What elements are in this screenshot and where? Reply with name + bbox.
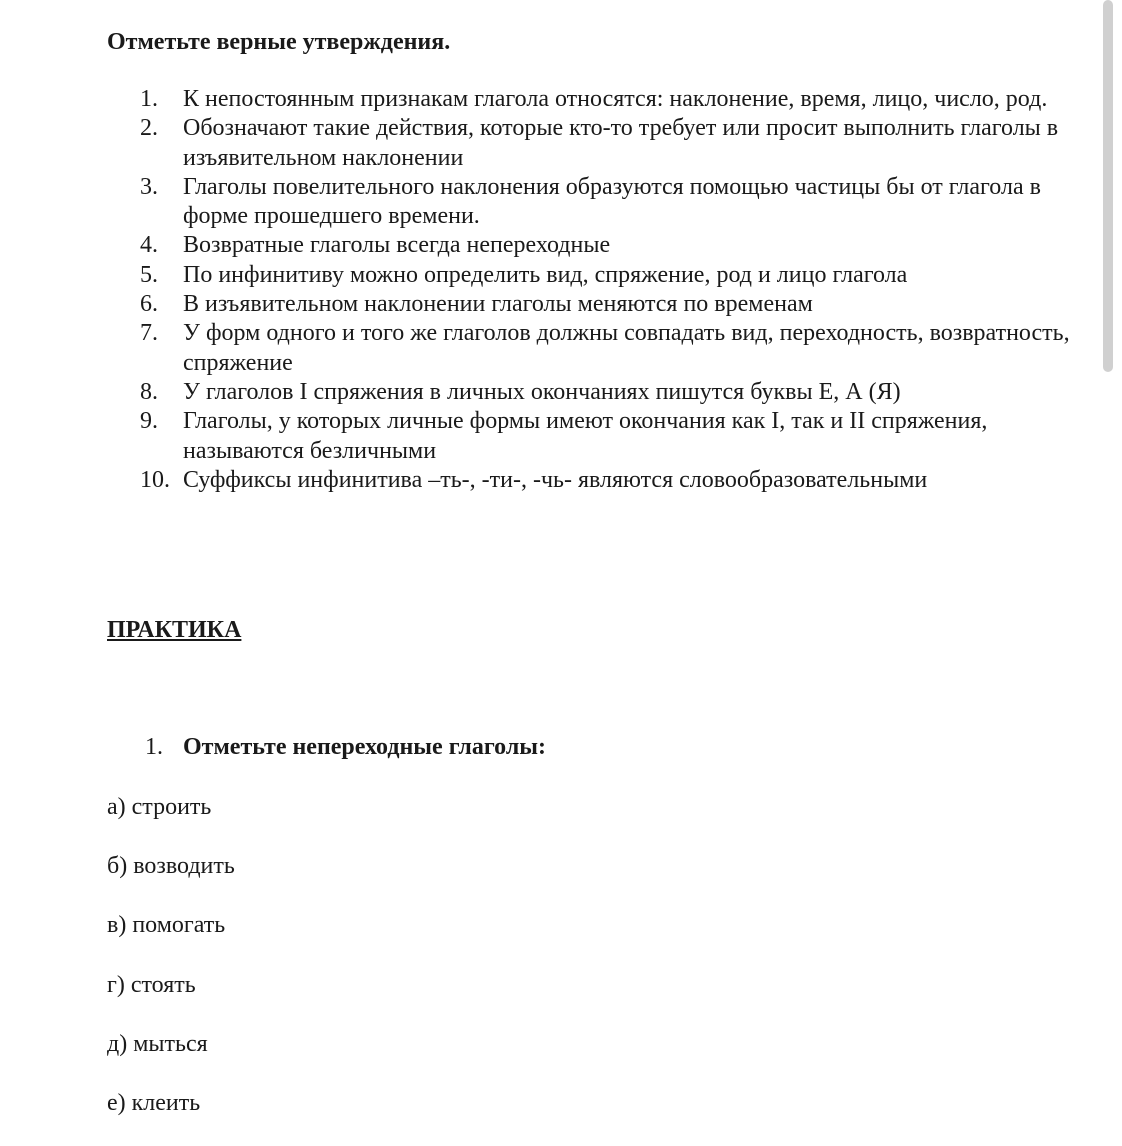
vertical-scrollbar[interactable] xyxy=(1103,0,1113,372)
statement-number: 7. xyxy=(140,320,158,347)
statement-item xyxy=(140,407,1100,466)
statement-text: Обозначают такие действия, которые кто-то требует или просит выполнить глаголы в изъявительном наклонении xyxy=(183,115,1059,171)
statement-item xyxy=(140,319,1100,378)
statement-number: 10. xyxy=(140,466,170,493)
task-text: Отметьте непереходные глаголы: xyxy=(183,734,547,760)
statement-text: Возвратные глаголы всегда непереходные xyxy=(183,232,611,259)
statement-text: У форм одного и того же глаголов должны совпадать вид, переходность, возвратность, спряжение xyxy=(183,320,1070,376)
statement-item xyxy=(140,466,1100,495)
statement-item xyxy=(140,378,1100,407)
statement-text: К непостоянным признакам глагола относятся: наклонение, время, лицо, число, род. xyxy=(183,86,1048,112)
statement-number: 9. xyxy=(140,408,158,435)
practice-task xyxy=(145,731,546,763)
statement-number: 4. xyxy=(140,232,158,259)
answer-option-b[interactable]: б) возводить xyxy=(107,853,235,880)
answer-option-e[interactable]: е) клеить xyxy=(107,1089,201,1116)
statement-item xyxy=(140,85,1100,114)
statement-item xyxy=(140,290,1100,319)
statement-item xyxy=(140,173,1100,232)
statement-text: Глаголы повелительного наклонения образуются помощью частицы бы от глагола в форме прошедшего времени. xyxy=(183,173,1041,230)
answer-option-a[interactable]: а) строить xyxy=(107,794,212,820)
task-number: 1. xyxy=(145,734,163,760)
statement-text: В изъявительном наклонении глаголы меняются по временам xyxy=(183,291,813,318)
statement-item xyxy=(140,114,1100,173)
statement-text: Суффиксы инфинитива –ть-, -ти-, -чь- являются словообразовательными xyxy=(183,466,928,493)
answer-option-d[interactable]: д) мыться xyxy=(107,1030,208,1057)
statement-item xyxy=(140,261,1100,290)
answer-option-v[interactable]: в) помогать xyxy=(107,912,226,939)
statement-text: У глаголов I спряжения в личных окончаниях пишутся буквы Е, А (Я) xyxy=(183,378,901,405)
statement-number: 5. xyxy=(140,261,158,288)
statement-text: По инфинитиву можно определить вид, спряжение, род и лицо глагола xyxy=(183,261,908,288)
statement-text: Глаголы, у которых личные формы имеют окончания как I, так и II спряжения, называются безличными xyxy=(183,408,988,464)
statement-item xyxy=(140,231,1100,260)
statement-number: 1. xyxy=(140,86,158,112)
answer-options xyxy=(107,791,235,1146)
statements-list xyxy=(140,85,1100,495)
statement-number: 2. xyxy=(140,115,158,142)
statement-number: 3. xyxy=(140,173,158,200)
statement-number: 6. xyxy=(140,291,158,318)
statements-heading: Отметьте верные утверждения. xyxy=(107,29,451,55)
practice-title: ПРАКТИКА xyxy=(107,617,242,643)
answer-option-g[interactable]: г) стоять xyxy=(107,971,196,998)
statement-number: 8. xyxy=(140,378,158,405)
